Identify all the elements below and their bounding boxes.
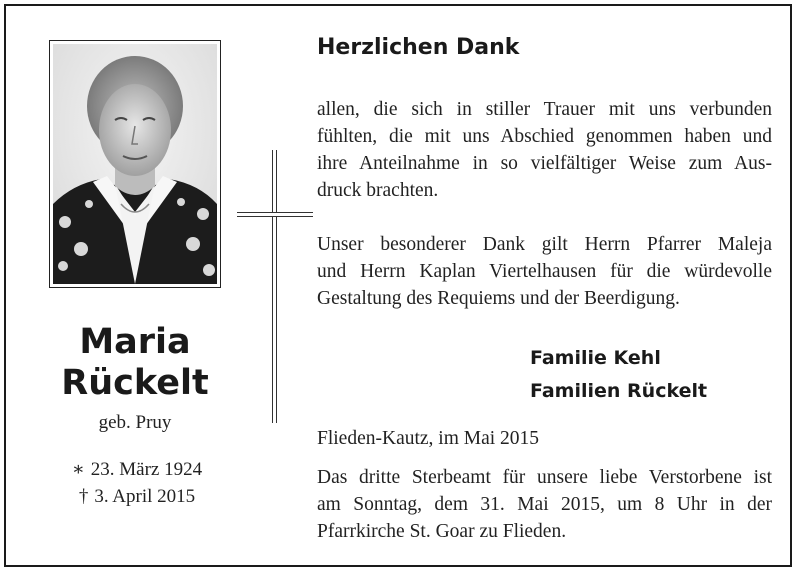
portrait-photo — [49, 40, 221, 288]
birth-date-line — [52, 458, 222, 481]
thanks-line: ihre Anteilnahme in so vielfältiger Weise zum Aus- — [317, 153, 772, 174]
thanks-line: allen, die sich in stiller Trauer mit uns verbunden — [317, 99, 772, 120]
deceased-last-name: Rückelt — [61, 363, 209, 403]
family-signature: Familien Rückelt — [530, 380, 708, 402]
cross-icon-bar — [237, 212, 313, 217]
death-date: 3. April 2015 — [94, 486, 196, 507]
special-thanks-line: und Herrn Kaplan Viertelhausen für die würdevolle — [317, 261, 772, 282]
death-date-line — [52, 486, 222, 508]
deceased-first-name: Maria — [79, 322, 191, 362]
special-thanks-line: Gestaltung des Requiems und der Beerdigung. — [317, 288, 680, 309]
mass-announcement-line: am Sonntag, dem 31. Mai 2015, um 8 Uhr in der — [317, 494, 772, 515]
notice-heading: Herzlichen Dank — [317, 35, 520, 60]
mass-announcement-line: Das dritte Sterbeamt für unsere liebe Verstorbene ist — [317, 467, 772, 488]
mass-announcement-line: Pfarrkirche St. Goar zu Flieden. — [317, 521, 567, 542]
thanks-line: fühlten, die mit uns Abschied genommen haben und — [317, 126, 772, 147]
born-name: geb. Pruy — [98, 412, 172, 433]
portrait-image — [53, 44, 217, 284]
family-signature: Familie Kehl — [530, 347, 661, 369]
place-date: Flieden-Kautz, im Mai 2015 — [317, 428, 540, 449]
mass-announcement-paragraph — [317, 464, 772, 545]
thanks-paragraph — [317, 96, 772, 204]
thanks-line: druck brachten. — [317, 180, 439, 201]
special-thanks-line: Unser besonderer Dank gilt Herrn Pfarrer Maleja — [317, 234, 772, 255]
birth-star-icon: ∗ — [71, 459, 85, 480]
birth-date: 23. März 1924 — [90, 459, 203, 480]
special-thanks-paragraph — [317, 231, 772, 312]
death-cross-icon: † — [78, 486, 89, 507]
cross-icon — [272, 150, 277, 423]
